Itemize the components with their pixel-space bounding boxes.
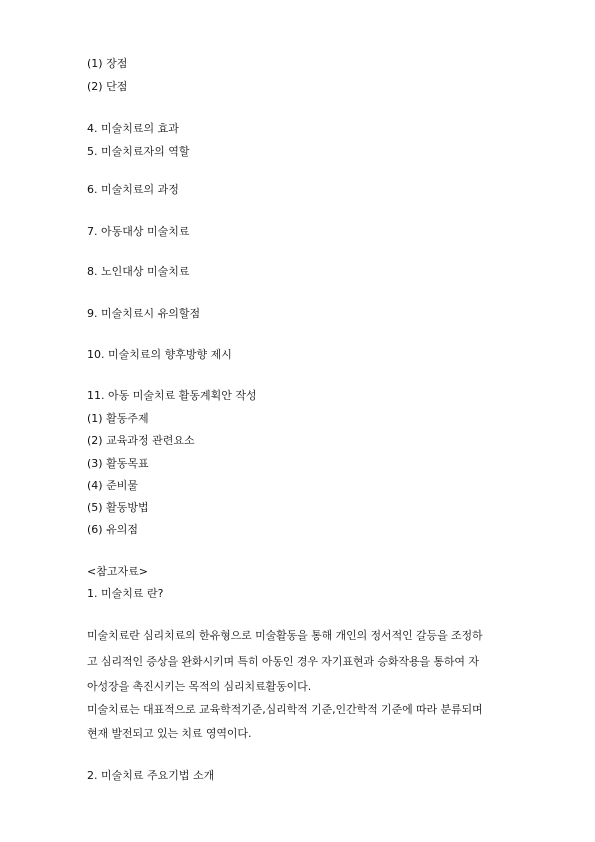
plan-item: (2) 교육과정 관련요소 xyxy=(87,434,195,447)
section-heading-6: 6. 미술치료의 과정 xyxy=(87,183,179,196)
paragraph-line: 아성장을 촉진시키는 목적의 심리치료활동이다. xyxy=(87,680,312,693)
section-heading-7: 7. 아동대상 미술치료 xyxy=(87,225,190,238)
plan-item: (3) 활동목표 xyxy=(87,457,149,470)
reference-question-2: 2. 미술치료 주요기법 소개 xyxy=(87,769,215,782)
reference-heading: <참고자료> xyxy=(87,565,148,578)
section-heading-4: 4. 미술치료의 효과 xyxy=(87,122,179,135)
reference-question-1: 1. 미술치료 란? xyxy=(87,587,164,600)
section-heading-8: 8. 노인대상 미술치료 xyxy=(87,265,190,278)
section-heading-10: 10. 미술치료의 향후방향 제시 xyxy=(87,348,232,361)
section-heading-9: 9. 미술치료시 유의할점 xyxy=(87,307,201,320)
plan-item: (6) 유의점 xyxy=(87,523,138,536)
outline-item-advantages: (1) 장점 xyxy=(87,57,128,70)
section-heading-11: 11. 아동 미술치료 활동계획안 작성 xyxy=(87,389,257,402)
plan-item: (4) 준비물 xyxy=(87,479,138,492)
paragraph-line: 현재 발전되고 있는 치료 영역이다. xyxy=(87,727,252,740)
paragraph-line: 미술치료란 심리치료의 한유형으로 미술활동을 통해 개인의 정서적인 갈등을 조정하 xyxy=(87,629,483,642)
paragraph-line: 고 심리적인 증상을 완화시키며 특히 아동인 경우 자기표현과 승화작용을 통하여 자 xyxy=(87,655,479,668)
section-heading-5: 5. 미술치료자의 역할 xyxy=(87,145,190,158)
plan-item: (5) 활동방법 xyxy=(87,501,149,514)
outline-item-disadvantages: (2) 단점 xyxy=(87,80,128,93)
paragraph-line: 미술치료는 대표적으로 교육학적기준,심리학적 기준,인간학적 기준에 따라 분류되며 xyxy=(87,703,483,716)
plan-item: (1) 활동주제 xyxy=(87,412,149,425)
